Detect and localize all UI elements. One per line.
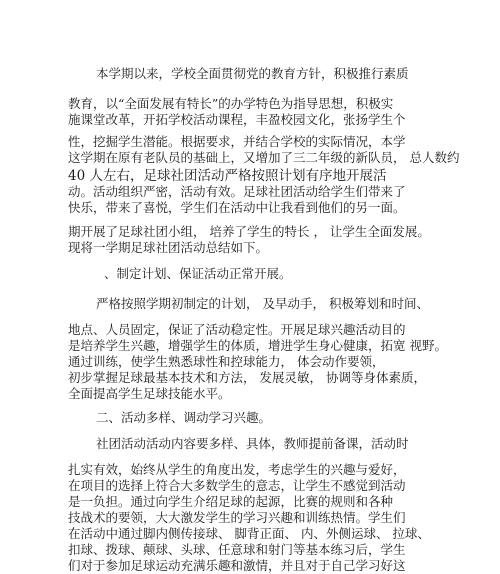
paragraph-line: 扎实有效，始终从学生的角度出发，考虑学生的兴趣与爱好， bbox=[68, 462, 406, 477]
paragraph-line: 是一负担。通过向学生介绍足球的起源，比赛的规则和各种 bbox=[68, 494, 394, 509]
paragraph-line: 技战术的要领，大大激发学生的学习兴趣和训练热情。学生们 bbox=[68, 510, 406, 525]
paragraph-line: 严格按照学期初制定的计划， 及早动手， 积极筹划和时间、 bbox=[96, 296, 429, 311]
paragraph-line: 地点、人员固定，保证了活动稳定性。开展足球兴趣活动目的 bbox=[68, 322, 406, 337]
paragraph-line: 初步掌握足球最基本技术和方法， 发展灵敏， 协调等身体素质， bbox=[68, 370, 426, 385]
paragraph-line: 是培养学生兴趣，增强学生的体质，增进学生身心健康，拓宽 视野。 bbox=[68, 338, 447, 353]
paragraph-line: 全面提高学生足球技能水平。 bbox=[68, 386, 231, 401]
paragraph-line: 性，挖掘学生潜能。根据要求，并结合学校的实际情况，本学 bbox=[68, 134, 406, 149]
paragraph-line: 教育，以“全面发展有特长”的办学特色为指导思想，积极实 bbox=[68, 96, 394, 111]
paragraph-line: 在项目的选择上符合大多数学生的意志，让学生不感觉到活动 bbox=[68, 478, 406, 493]
paragraph-line: 本学期以来，学校全面贯彻党的教育方针，积极推行素质 bbox=[96, 66, 409, 81]
paragraph-line: 施课堂改革，开拓学校活动课程，丰盈校园文化，张扬学生个 bbox=[68, 112, 406, 127]
paragraph-line: 扣球、拨球、颠球、头球、任意球和射门等基本练习后，学生 bbox=[68, 542, 406, 557]
paragraph-line: 40 人左右，足球社团活动严格按照计划有序地开展活 bbox=[68, 168, 387, 184]
paragraph-line: 在活动中通过脚内侧传接球、 脚背正面、 内、外侧运球、 拉球、 bbox=[68, 526, 430, 541]
section-heading: 二、活动多样、调动学习兴趣。 bbox=[96, 410, 272, 425]
paragraph-line: 现将一学期足球社团活动总结如下。 bbox=[68, 240, 269, 255]
paragraph-line: 社团活动活动内容要多样、具体，教师提前备课，活动时 bbox=[96, 436, 409, 451]
section-heading: 、制定计划、保证活动正常开展。 bbox=[104, 266, 292, 281]
paragraph-line: 快乐，带来了喜悦，学生们在活动中让我看到他们的另一面。 bbox=[68, 200, 406, 215]
paragraph-line: 这学期在原有老队员的基础上，又增加了三二年级的新队员， 总人数约 bbox=[68, 150, 460, 165]
paragraph-line: 期开展了足球社团小组， 培养了学生的特长 ， 让学生全面发展。 bbox=[68, 224, 430, 239]
paragraph-line: 通过训练，使学生熟悉球性和控球能力， 体会动作要领， bbox=[68, 354, 385, 369]
paragraph-line: 们对于参加足球运动充满乐趣和激情，并且对于自己学习好这 bbox=[68, 558, 406, 573]
paragraph-line: 动。活动组织严密，活动有效。足球社团活动给学生们带来了 bbox=[68, 184, 406, 199]
